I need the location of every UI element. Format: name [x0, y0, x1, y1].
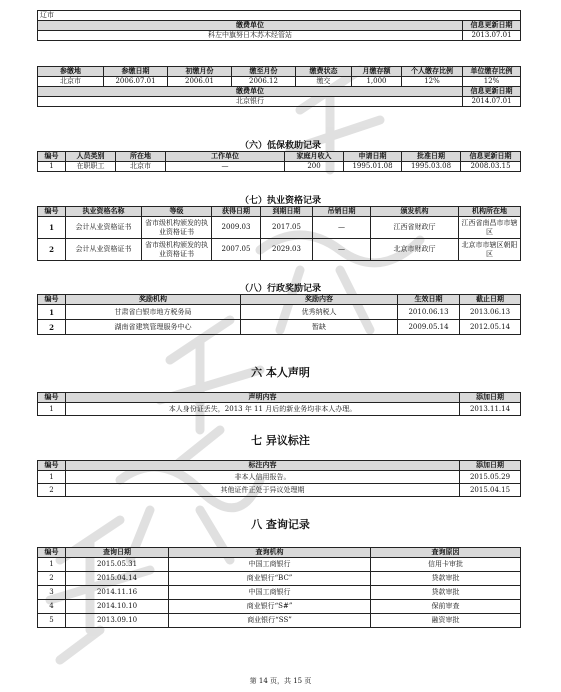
table-cell: 2007.05 [212, 239, 261, 261]
table-cell: 暂缺 [241, 320, 398, 335]
header-cell: 声明内容 [66, 393, 460, 403]
table-cell: 2029.03 [261, 239, 313, 261]
header-cell: 机构所在地 [459, 207, 521, 217]
table-cell: 中国工商银行 [169, 586, 371, 600]
table-cell: 北京市 [116, 162, 166, 172]
table-cell: 北京市 [38, 77, 104, 87]
zige-table [37, 206, 521, 261]
table-cell: 2 [38, 239, 66, 261]
table-cell: 1,000 [352, 77, 402, 87]
table-cell: 2009.03 [212, 217, 261, 239]
yiyi-table [37, 460, 521, 497]
header-cell: 添加日期 [460, 461, 521, 471]
table-cell: 2014.10.10 [66, 600, 169, 614]
header-cell: 信息更新日期 [463, 87, 521, 97]
header-cell: 编号 [38, 207, 66, 217]
table-cell: 省市级机构颁发的执业资格证书 [142, 217, 212, 239]
table-cell: — [166, 162, 285, 172]
table-cell: 甘肃省白银市地方税务局 [66, 305, 241, 320]
header-cell: 缴至月份 [232, 67, 296, 77]
unit-cell: 北京银行 [38, 97, 463, 107]
header-cell: 申请日期 [344, 152, 402, 162]
table-cell: 商业银行“BC” [169, 572, 371, 586]
table-cell: 商业银行“S#” [169, 600, 371, 614]
section-title-dibao: （六）低保救助记录 [239, 141, 321, 151]
table-cell: 5 [38, 614, 66, 628]
section-title-chaxun: 八 查询记录 [251, 518, 310, 531]
table-cell: — [313, 217, 371, 239]
header-cell: 标注内容 [66, 461, 460, 471]
table-cell: 2015.04.14 [66, 572, 169, 586]
table-cell: 200 [285, 162, 344, 172]
table-cell: 2013.11.14 [460, 403, 521, 416]
table-cell: — [313, 239, 371, 261]
header-cell: 编号 [38, 152, 66, 162]
header-cell: 缴费单位 [38, 21, 463, 31]
table-cell: 2013.06.13 [460, 305, 521, 320]
table-cell: 中国工商银行 [169, 558, 371, 572]
header-cell: 获得日期 [212, 207, 261, 217]
update-cell: 2013.07.01 [463, 31, 521, 41]
header-cell: 批准日期 [402, 152, 461, 162]
table-cell: 本人身份证丢失，2013 年 11 月后的新业务均非本人办理。 [66, 403, 460, 416]
header-cell: 编号 [38, 461, 66, 471]
table-cell: 2017.05 [261, 217, 313, 239]
table-cell: 1 [38, 558, 66, 572]
header-cell: 参缴日期 [104, 67, 168, 77]
table-cell: 北京市市辖区朝阳区 [459, 239, 521, 261]
header-cell: 奖励机构 [66, 295, 241, 305]
table-cell: 2 [38, 484, 66, 497]
header-cell: 编号 [38, 393, 66, 403]
header-cell: 单位缴存比例 [463, 67, 521, 77]
header-cell: 等级 [142, 207, 212, 217]
header-cell: 参缴地 [38, 67, 104, 77]
table-cell: 2006.01 [168, 77, 232, 87]
table-cell: 2 [38, 572, 66, 586]
table-cell: 其他证件正处于异议处理期 [66, 484, 460, 497]
table-cell: 1 [38, 162, 66, 172]
table-cell: 优秀纳税人 [241, 305, 398, 320]
table-cell: 4 [38, 600, 66, 614]
header-cell: 添加日期 [460, 393, 521, 403]
header-cell: 生效日期 [398, 295, 460, 305]
header-cell: 查询日期 [66, 548, 169, 558]
header-cell: 所在地 [116, 152, 166, 162]
header-cell: 缴费状态 [296, 67, 352, 77]
table-cell: 保前审查 [371, 600, 521, 614]
dibao-table [37, 151, 521, 172]
top-row0: 辽市 [38, 11, 521, 21]
table-cell: 会计从业资格证书 [66, 217, 142, 239]
section-title-yiyi: 七 异议标注 [251, 434, 310, 447]
table-cell: 2013.09.10 [66, 614, 169, 628]
table-cell: 江西省财政厅 [371, 217, 459, 239]
table-cell: 12% [402, 77, 463, 87]
header-cell: 个人缴存比例 [402, 67, 463, 77]
table-cell: 1 [38, 403, 66, 416]
table-cell: 缴交 [296, 77, 352, 87]
top-unit-table [37, 10, 521, 41]
table-cell: 省市级机构颁发的执业资格证书 [142, 239, 212, 261]
table-cell: 湖南省建筑管理服务中心 [66, 320, 241, 335]
table-cell: 2014.11.16 [66, 586, 169, 600]
table-cell: 1995.01.08 [344, 162, 402, 172]
header-cell: 奖励内容 [241, 295, 398, 305]
section-title-jiangli: （八）行政奖励记录 [239, 284, 321, 294]
header-cell: 信息更新日期 [461, 152, 521, 162]
jiangli-table [37, 294, 521, 335]
header-cell: 执业资格名称 [66, 207, 142, 217]
table-cell: 2015.04.15 [460, 484, 521, 497]
table-cell: 2006.07.01 [104, 77, 168, 87]
table-cell: 江西省南昌市市辖区 [459, 217, 521, 239]
table-cell: 融资审批 [371, 614, 521, 628]
table-cell: 2009.05.14 [398, 320, 460, 335]
table-cell: 信用卡审批 [371, 558, 521, 572]
update-cell: 2014.07.01 [463, 97, 521, 107]
header-cell: 截止日期 [460, 295, 521, 305]
table-cell: 2012.05.14 [460, 320, 521, 335]
unit-cell: 科左中旗努日木苏木经管站 [38, 31, 463, 41]
table-cell: 在职职工 [66, 162, 116, 172]
table-cell: 贷款审批 [371, 586, 521, 600]
table-cell: 2010.06.13 [398, 305, 460, 320]
fund-table [37, 66, 521, 107]
table-cell: 北京市财政厅 [371, 239, 459, 261]
table-cell: 2 [38, 320, 66, 335]
header-cell: 查询机构 [169, 548, 371, 558]
table-cell: 1 [38, 217, 66, 239]
table-cell: 会计从业资格证书 [66, 239, 142, 261]
header-cell: 人员类别 [66, 152, 116, 162]
header-cell: 家庭月收入 [285, 152, 344, 162]
table-cell: 1 [38, 305, 66, 320]
header-cell: 吊销日期 [313, 207, 371, 217]
shengming-table [37, 392, 521, 416]
table-cell: 1995.03.08 [402, 162, 461, 172]
table-cell: 2015.05.29 [460, 471, 521, 484]
page-footer: 第 14 页，共 15 页 [249, 677, 312, 685]
header-cell: 月缴存额 [352, 67, 402, 77]
header-cell: 到期日期 [261, 207, 313, 217]
table-cell: 商业银行“SS” [169, 614, 371, 628]
table-cell: 3 [38, 586, 66, 600]
table-cell: 2008.03.15 [461, 162, 521, 172]
table-cell: 2006.12 [232, 77, 296, 87]
header-cell: 工作单位 [166, 152, 285, 162]
header-cell: 缴费单位 [38, 87, 463, 97]
header-cell: 初缴月份 [168, 67, 232, 77]
header-cell: 颁发机构 [371, 207, 459, 217]
header-cell: 查询原因 [371, 548, 521, 558]
header-cell: 编号 [38, 295, 66, 305]
table-cell: 12% [463, 77, 521, 87]
table-cell: 2015.05.31 [66, 558, 169, 572]
table-cell: 贷款审批 [371, 572, 521, 586]
section-title-shengming: 六 本人声明 [251, 366, 310, 379]
table-cell: 1 [38, 471, 66, 484]
header-cell: 信息更新日期 [463, 21, 521, 31]
header-cell: 编号 [38, 548, 66, 558]
chaxun-table [37, 547, 521, 628]
table-cell: 非本人信用报告。 [66, 471, 460, 484]
section-title-zige: （七）执业资格记录 [239, 196, 321, 206]
